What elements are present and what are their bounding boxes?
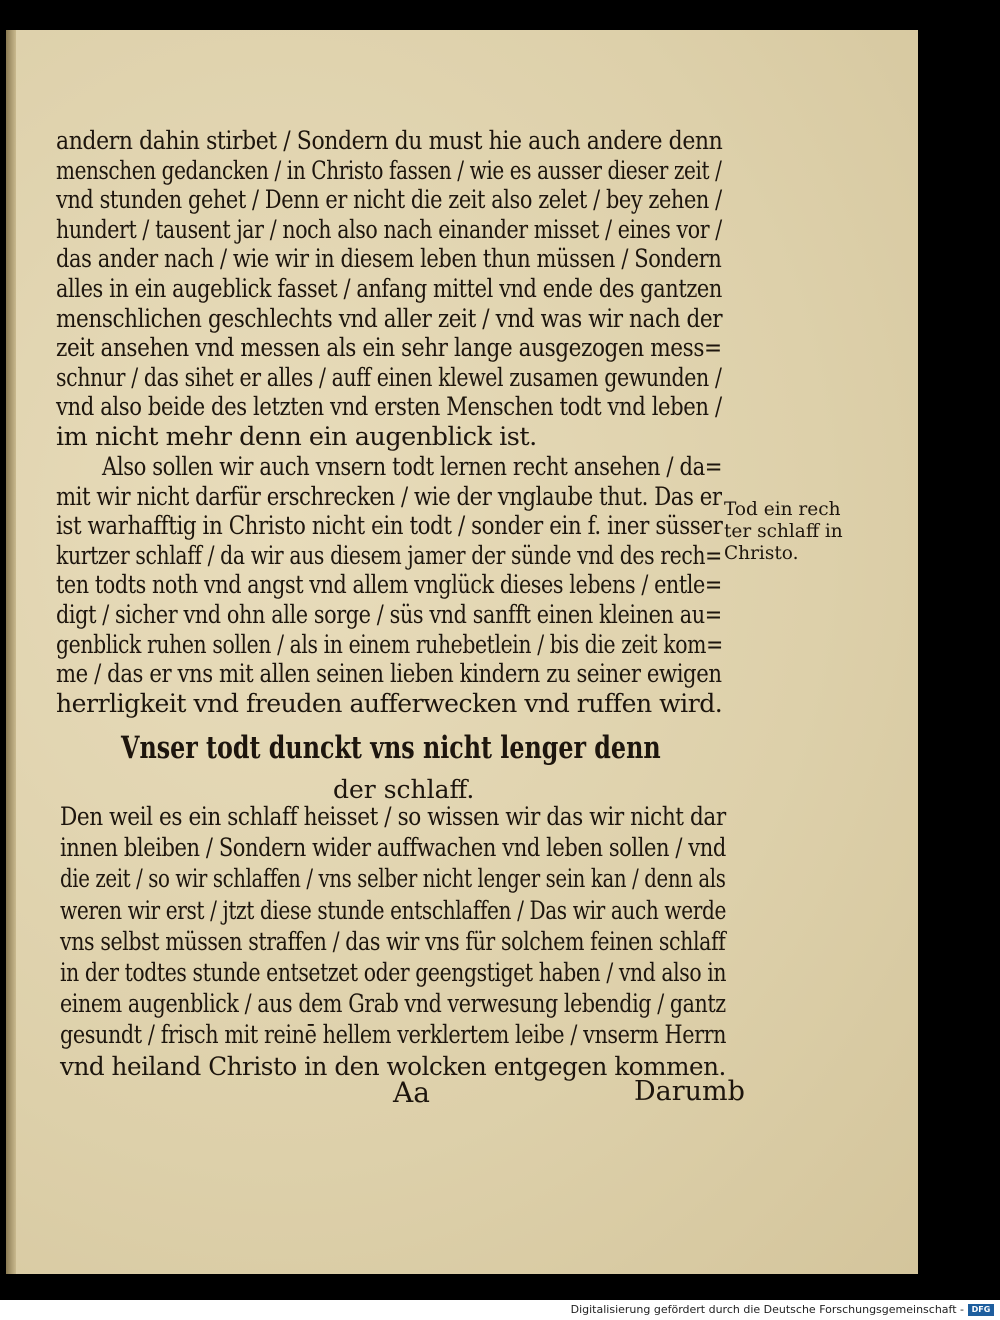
book-page bbox=[6, 30, 918, 1274]
text-line: schnur / das sihet er alles / auff einen klewel zusamen gewunden / bbox=[56, 362, 722, 393]
text-line: ten todts noth vnd angst vnd allem vnglück dieses lebens / entle= bbox=[56, 570, 722, 601]
page-binding-edge bbox=[6, 30, 16, 1274]
text-line: einem augenblick / aus dem Grab vnd verwesung lebendig / gantz bbox=[60, 989, 726, 1020]
text-line: in der todtes stunde entsetzet oder geengstiget haben / vnd also in bbox=[60, 958, 727, 988]
section-heading: Vnser todt dunckt vns nicht lenger denn bbox=[121, 730, 661, 766]
text-line: vnd heiland Christo in den wolcken entgegen kommen. bbox=[60, 1051, 726, 1082]
text-line: alles in ein augeblick fasset / anfang mittel vnd ende des gantzen bbox=[56, 274, 722, 304]
text-line: hundert / tausent jar / noch also nach einander misset / eines vor / bbox=[56, 214, 722, 245]
footer-credit: Digitalisierung gefördert durch die Deutsche Forschungsgemeinschaft - bbox=[570, 1303, 964, 1316]
catchword: Darumb bbox=[634, 1076, 745, 1107]
text-line: menschlichen geschlechts vnd aller zeit / vnd was wir nach der bbox=[56, 303, 723, 334]
text-line: vnd also beide des letzten vnd ersten Menschen todt vnd leben / bbox=[56, 392, 722, 423]
footer-bar bbox=[0, 1300, 1000, 1320]
text-line: zeit ansehen vnd messen als ein sehr lange ausgezogen mess= bbox=[56, 333, 722, 364]
text-line: digt / sicher vnd ohn alle sorge / süs vnd sanfft einen kleinen au= bbox=[56, 600, 722, 630]
text-line: andern dahin stirbet / Sondern du must hie auch andere denn bbox=[56, 126, 723, 156]
text-line: vns selbst müssen straffen / das wir vns für solchem feinen schlaff bbox=[60, 926, 726, 957]
text-line: genblick ruhen sollen / als in einem ruhebetlein / bis die zeit kom= bbox=[56, 629, 723, 660]
section-heading-continued: der schlaff. bbox=[333, 775, 475, 804]
text-line: Also sollen wir auch vnsern todt lernen recht ansehen / da= bbox=[102, 452, 723, 482]
text-line: me / das er vns mit allen seinen lieben kindern zu seiner ewigen bbox=[56, 659, 722, 690]
dfg-logo-icon: DFG bbox=[968, 1304, 994, 1316]
text-line: die zeit / so wir schlaffen / vns selber nicht lenger sein kan / denn als bbox=[60, 864, 726, 895]
text-line: menschen gedancken / in Christo fassen / wie es ausser dieser zeit / bbox=[56, 155, 722, 186]
text-line: vnd stunden gehet / Denn er nicht die zeit also zelet / bey zehen / bbox=[56, 185, 722, 216]
margin-note-line: ter schlaff in bbox=[724, 521, 843, 542]
text-line: innen bleiben / Sondern wider auffwachen vnd leben sollen / vnd bbox=[60, 833, 726, 864]
text-line: mit wir nicht darfür erschrecken / wie der vnglaube thut. Das er bbox=[56, 481, 722, 512]
margin-note-line: Christo. bbox=[724, 543, 799, 564]
text-line: herrligkeit vnd freuden aufferwecken vnd ruffen wird. bbox=[56, 688, 723, 719]
text-line: gesundt / frisch mit reinē hellem verklertem leibe / vnserm Herrn bbox=[60, 1020, 727, 1051]
margin-note-line: Tod ein rech bbox=[724, 499, 841, 520]
signature-mark: Aa bbox=[393, 1076, 430, 1109]
text-line: im nicht mehr denn ein augenblick ist. bbox=[56, 422, 537, 452]
text-line: das ander nach / wie wir in diesem leben thun müssen / Sondern bbox=[56, 244, 722, 275]
text-line: weren wir erst / jtzt diese stunde entschlaffen / Das wir auch werde bbox=[60, 895, 727, 926]
text-line: ist warhafftig in Christo nicht ein todt / sonder ein f. iner süsser bbox=[56, 511, 723, 542]
text-line: Den weil es ein schlaff heisset / so wissen wir das wir nicht dar bbox=[60, 802, 726, 832]
text-line: kurtzer schlaff / da wir aus diesem jamer der sünde vnd des rech= bbox=[56, 540, 722, 571]
